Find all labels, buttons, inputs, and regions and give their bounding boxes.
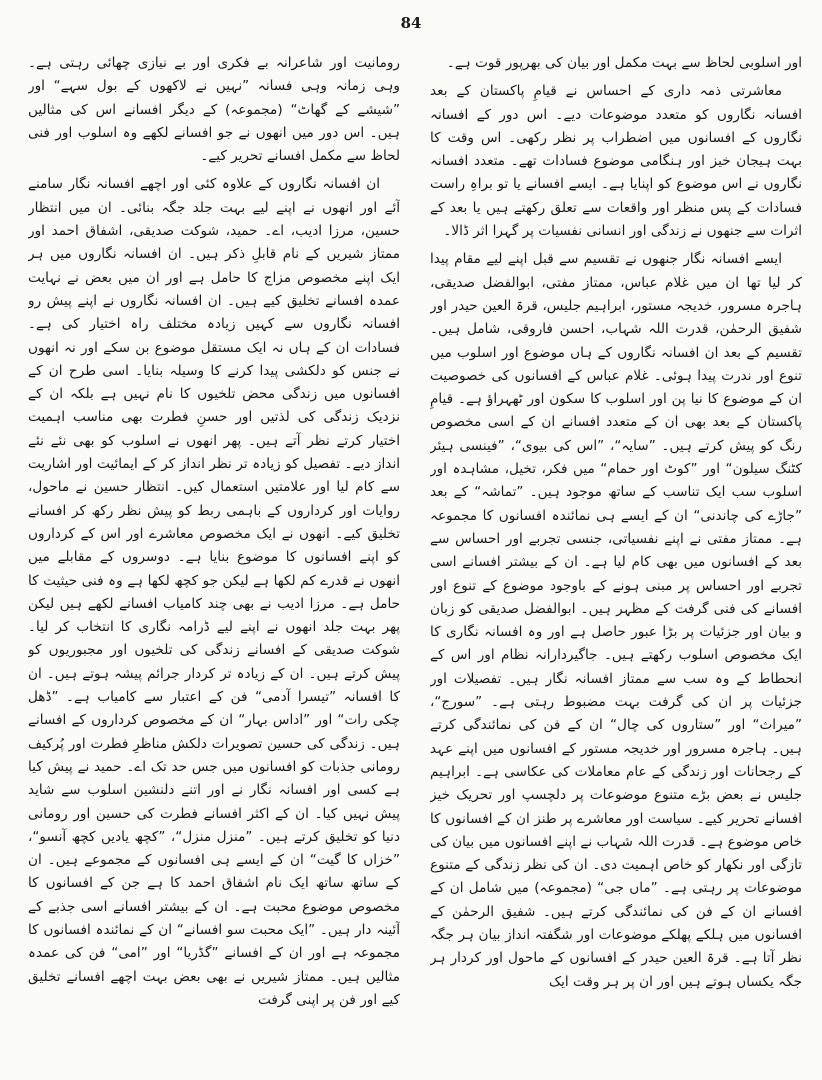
page-number: 84 [400, 14, 422, 32]
paragraph: اور اسلوبی لحاظ سے بہت مکمل اور بیان کی بھرپور قوت ہے۔ [446, 55, 802, 71]
paragraph: معاشرتی ذمہ داری کے احساس نے قیامِ پاکستان کے بعد افسانہ نگاروں کو متعدد موضوعات دیے۔ اس دور کے افسانہ نگاروں کے افسانوں میں اضطراب پر نظر رکھی۔ اس وقت کا بہت ہیجان خیز اور ہنگامی موضوع فسادات تھے۔ متعدد افسانہ نگاروں نے اس موضوع کو اپنایا ہے۔ ایسے افسانے یا تو براہِ راست فسادات کے پس منظر اور واقعات سے تعلق رکھتے ہیں یا بعد کے اثرات سے جنھوں نے زندگی اور انسانی نفسیات پر گہرا اثر ڈالا۔ [430, 83, 802, 240]
column-divider [410, 54, 411, 1054]
left-text-column [28, 52, 400, 1062]
right-text-column [430, 52, 802, 1062]
paragraph: ایسے افسانہ نگار جنھوں نے تقسیم سے قبل اپنے لیے مقام پیدا کر لیا تھا ان میں غلام عباس، ممتاز مفتی، ابوالفضل صدیقی، ہاجرہ مسرور، خدیجہ مستور، ابراہیم جلیس، قرۃ العین حیدر اور شفیق الرحمٰن، قدرت اللہ شہاب، احسن فاروقی، شامل ہیں۔ تقسیم کے بعد ان افسانہ نگاروں کے ہاں موضوع اور اسلوب میں تنوع اور ندرت پیدا ہوئی۔ غلام عباس کے افسانوں کی خصوصیت ان کے موضوع کا نیا پن اور اسلوب کا سکون اور ٹھہراؤ ہے۔ قیامِ پاکستان کے بعد بھی ان کے متعدد افسانے ان کے اسی مخصوص رنگ کو پیش کرتے ہیں۔ ”سایہ“، ”اس کی بیوی“، ”فینسی ہیئر کٹنگ سیلون“ اور ”کوٹ اور حمام“ میں فکر، تخیل، مشاہدہ اور اسلوب سب ایک تناسب کے ساتھ موجود ہیں۔ ”تماشہ“ کے بعد ”جاڑے کی چاندنی“ ان کے ایسے ہی نمائندہ افسانوں کا مجموعہ ہے۔ ممتاز مفتی نے اپنے نفسیاتی، جنسی تجربے اور احساس سے بعد کے افسانوں میں بھی کام لیا ہے۔ ان کے بیشتر افسانے اسی تجربے اور احساس پر مبنی ہونے کے باوجود موضوع کے تنوع اور افسانے کی فنی گرفت کے مظہر ہیں۔ ابوالفضل صدیقی کو زبان و بیان اور جزئیات پر بڑا عبور حاصل ہے اور وہ افسانہ نگاری کا ایک مخصوص اسلوب رکھتے ہیں۔ جاگیردارانہ نظام اور اس کے انحطاط کے وہ سب سے ممتاز افسانہ نگار ہیں۔ تفصیلات اور جزئیات پر ان کی گرفت بہت مضبوط رہتی ہے۔ ”سورج“، ”میراث“ اور ”ستاروں کی چال“ ان کے فن کی نمائندگی کرتے ہیں۔ ہاجرہ مسرور اور خدیجہ مستور کے افسانوں میں اپنے عہد کے رجحانات اور زندگی کے عام معاملات کی عکاسی ہے۔ ابراہیم جلیس نے بعض بڑے متنوع موضوعات پر دلچسپ اور تحریک خیز افسانے تحریر کیے۔ سیاست اور معاشرے پر طنز ان کے افسانوں کا خاص موضوع ہے۔ قدرت اللہ شہاب نے اپنے افسانوں میں بیان کی تازگی اور نکھار کو خاص اہمیت دی۔ ان کی نظر زندگی کے متنوع موضوعات پر رہتی ہے۔ ”ماں جی“ (مجموعہ) میں شامل ان کے افسانے ان کے فن کی نمائندگی کرتے ہیں۔ شفیق الرحمٰن کے افسانوں میں ہلکے پھلکے موضوعات اور شگفتہ انداز بیان ہر جگہ نظر آتا ہے۔ قرۃ العین حیدر کے افسانوں کے ماحول اور کردار ہر جگہ یکساں ہوتے ہیں اور ان پر ہر وقت ایک [430, 251, 802, 990]
paragraph: ان افسانہ نگاروں کے علاوہ کئی اور اچھے افسانہ نگار سامنے آئے اور انھوں نے اپنے لیے بہت جلد جگہ بنائی۔ ان میں انتظار حسین، مرزا ادیب، اے۔ حمید، شوکت صدیقی، اشفاق احمد اور ممتاز شیریں کے نام قابلِ ذکر ہیں۔ ان افسانہ نگاروں میں ہر ایک اپنے مخصوص مزاج کا حامل ہے اور ان میں بعض نے نہایت عمدہ افسانے تخلیق کیے ہیں۔ ان افسانہ نگاروں نے اپنے پیش رو افسانہ نگاروں سے کہیں زیادہ مختلف راہ اختیار کی ہے۔ فسادات ان کے ہاں نہ ایک مستقل موضوع بن سکے اور نہ انھوں نے جنس کو دلکشی پیدا کرنے کا وسیلہ بنایا۔ اسی طرح ان کے افسانوں میں زندگی محض تلخیوں کا نام نہیں ہے بلکہ ان کے نزدیک زندگی کی لذتیں اور حسنِ فطرت بھی مناسب اہمیت اختیار کرتے نظر آتے ہیں۔ پھر انھوں نے اسلوب کو بھی نئے نئے انداز دیے۔ تفصیل کو زیادہ تر نظر انداز کر کے ایمائیت اور اشاریت سے کام لیا اور علامتیں استعمال کیں۔ انتظار حسین نے ماحول، روایات اور کرداروں کے باہمی ربط کو پیش نظر رکھ کر افسانے تخلیق کیے۔ انھوں نے ایک مخصوص معاشرے اور اس کے کرداروں کو اپنے افسانوں کا موضوع بنایا ہے۔ دوسروں کے مقابلے میں انھوں نے قدرے کم لکھا ہے لیکن جو کچھ لکھا ہے وہ فنی حیثیت کا حامل ہے۔ مرزا ادیب نے بھی چند کامیاب افسانے لکھے ہیں لیکن پھر بہت جلد انھوں نے اپنے لیے ڈرامہ نگاری کا انتخاب کر لیا۔ شوکت صدیقی کے افسانے زندگی کی تلخیوں اور مجبوریوں کو پیش کرتے ہیں۔ ان کے زیادہ تر کردار جرائم پیشہ ہوتے ہیں۔ ان کا افسانہ ”تیسرا آدمی“ فن کے اعتبار سے کامیاب ہے۔ ”ڈھل چکی رات“ اور ”اداس بہار“ ان کے مخصوص کرداروں کے افسانے ہیں۔ زندگی کی حسین تصویرات دلکش مناظرِ فطرت اور پُرکیف رومانی جذبات کو افسانوں میں جس حد تک اے۔ حمید نے پیش کیا ہے کسی اور افسانہ نگار نے اور اتنے دلنشین اسلوب سے شاید پیش نہیں کیا۔ ان کے اکثر افسانے فطرت کی حسین اور رومانی دنیا کو تخلیق کرتے ہیں۔ ”منزل منزل“، ”کچھ یادیں کچھ آنسو“، ”خزاں کا گیت“ ان کے ایسے ہی افسانوں کے مجموعے ہیں۔ ان کے ساتھ ساتھ ایک نام اشفاق احمد کا ہے جن کے افسانوں کا مخصوص موضوع محبت ہے۔ ان کے بیشتر افسانے اسی جذبے کے آئینہ دار ہیں۔ ”ایک محبت سو افسانے“ ان کے نمائندہ افسانوں کا مجموعہ ہے اور ان کے افسانے ”گڈریا“ اور ”امی“ فن کی عمدہ مثالیں ہیں۔ ممتاز شیریں نے بھی بعض بہت اچھے افسانے تخلیق کیے اور فن پر اپنی گرفت [28, 176, 400, 1008]
paragraph: رومانیت اور شاعرانہ بے فکری اور بے نیازی چھائی رہتی ہے۔ وہی زمانہ وہی فسانہ ”نہیں نے لاکھوں کے بول سہے“ اور ”شیشے کے گھاٹ“ (مجموعہ) کے دیگر افسانے اس کی مثالیں ہیں۔ اس دور میں انھوں نے جو افسانے لکھے وہ اسلوب اور فنی لحاظ سے مکمل افسانے تحریر کیے۔ [28, 55, 400, 165]
